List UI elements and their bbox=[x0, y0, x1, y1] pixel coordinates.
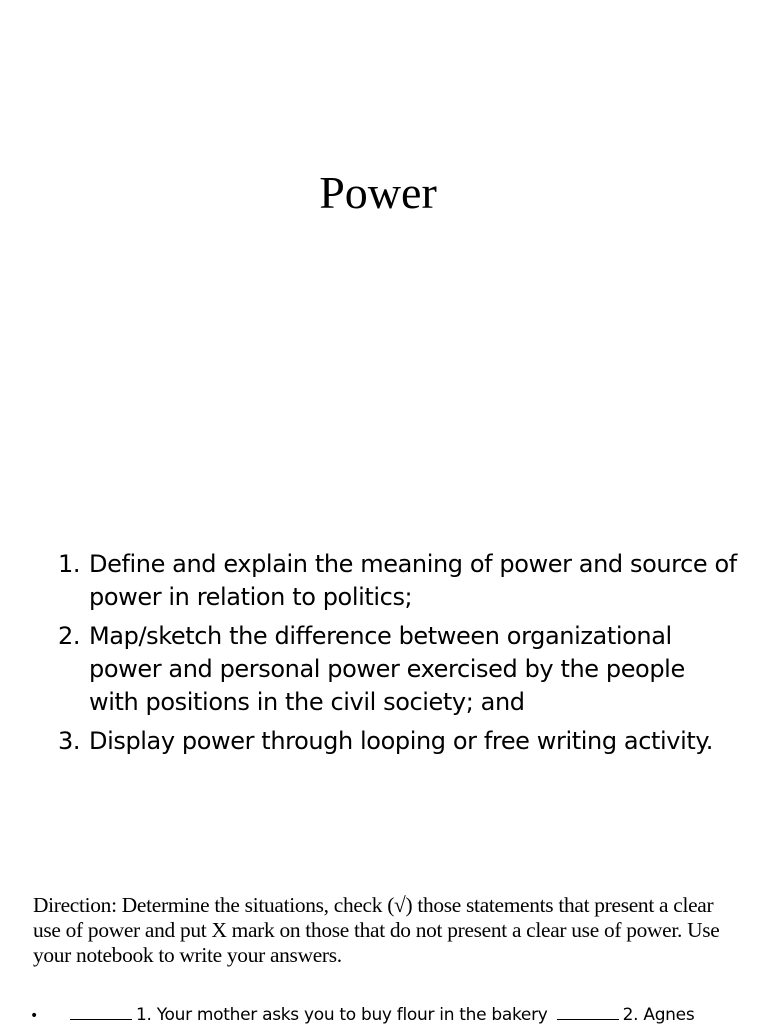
objective-text: Display power through looping or free writing activity. bbox=[89, 727, 713, 755]
page-title: Power bbox=[319, 167, 437, 218]
bullet-icon: • bbox=[30, 1008, 38, 1024]
direction-text: Direction: Determine the situations, check (√) those statements that present a clear use of power and put X mark on those that do not present a clear use of power. Use your notebook to write your answers. bbox=[33, 893, 720, 968]
objective-number: 3. bbox=[58, 727, 81, 755]
objective-item bbox=[58, 620, 738, 719]
objectives-list bbox=[58, 548, 738, 764]
exercise-item-text: 2. Agnes bbox=[622, 1005, 695, 1024]
answer-blank[interactable] bbox=[557, 1005, 619, 1020]
objective-text: Define and explain the meaning of power and source of power in relation to politics; bbox=[89, 550, 737, 611]
objective-item bbox=[58, 548, 738, 614]
answer-blank[interactable] bbox=[70, 1005, 132, 1020]
objective-text: Map/sketch the difference between organizational power and personal power exercised by the people with positions in the civil society; and bbox=[89, 622, 685, 716]
exercise-items bbox=[30, 1003, 750, 1024]
objective-number: 1. bbox=[58, 550, 81, 578]
exercise-item-text: 1. Your mother asks you to buy flour in the bakery bbox=[136, 1005, 548, 1024]
objective-item bbox=[58, 725, 738, 758]
objective-number: 2. bbox=[58, 622, 81, 650]
